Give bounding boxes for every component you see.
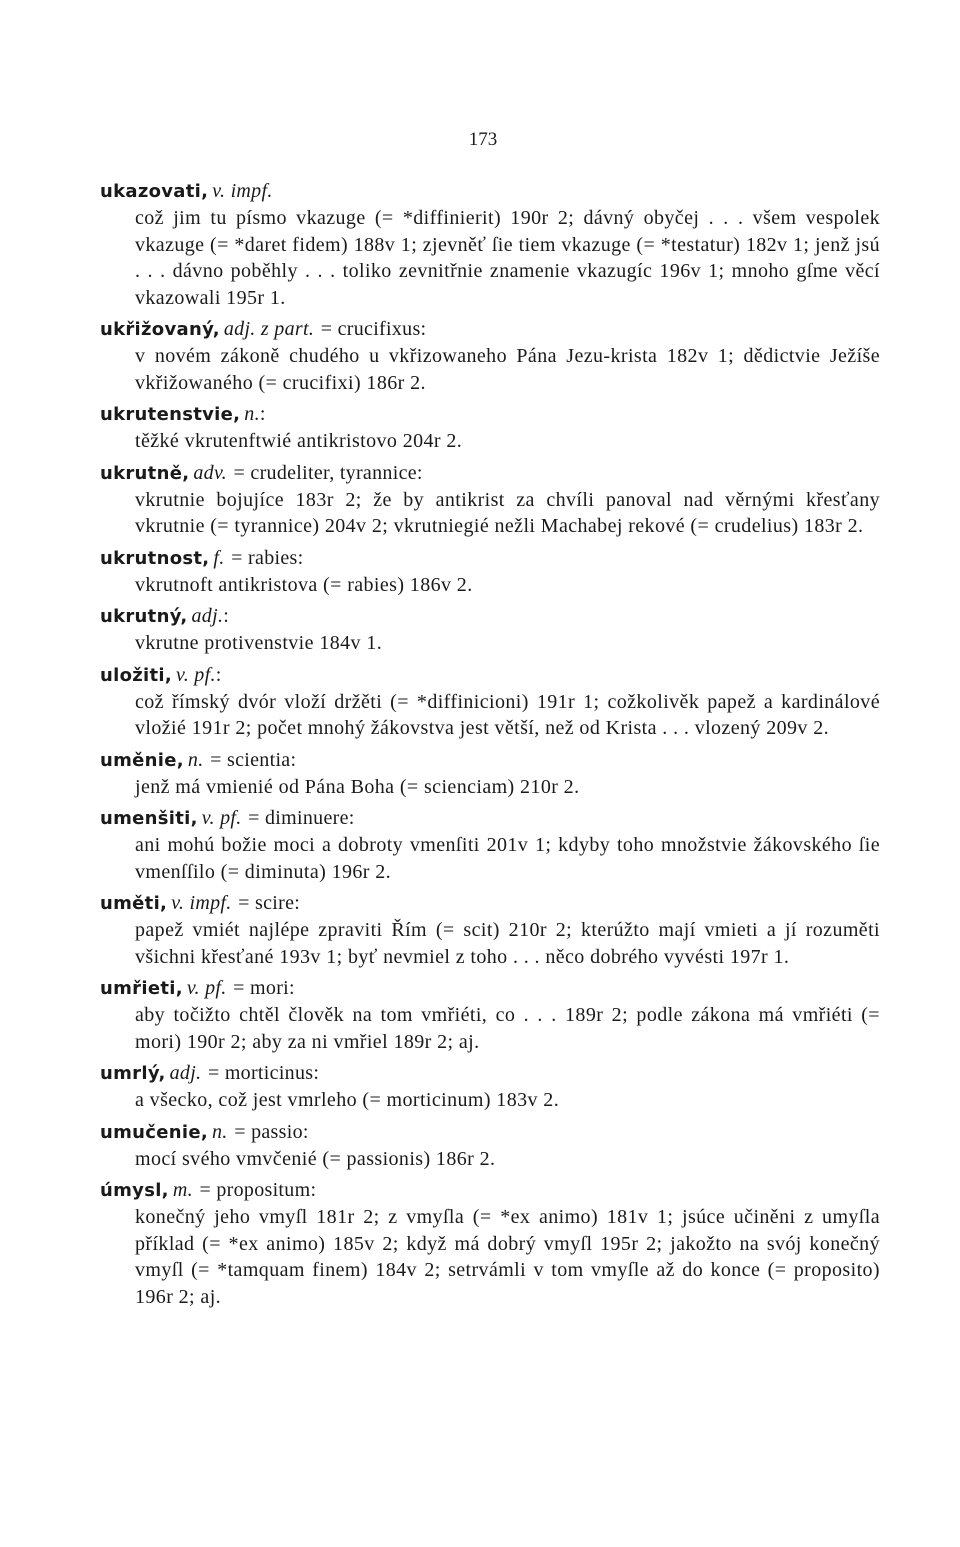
entry-citations: a všecko, což jest vmrleho (= morticinum) 183v 2.: [135, 1089, 560, 1111]
entry-heading: [100, 805, 880, 832]
latin-gloss: = morticinus:: [207, 1062, 320, 1084]
dictionary-entry: [100, 401, 880, 455]
entry-heading: [100, 401, 880, 428]
entry-heading: [100, 178, 880, 205]
grammar-label: adv.: [193, 461, 227, 484]
dictionary-entry: [100, 316, 880, 396]
grammar-label: adj.: [191, 605, 224, 627]
entry-citations: v novém zákoně chudého u vkřizowaneho Pána Jezu-krista 182v 1; dědictvie Ježíše vkřižowaného (= crucifixi) 186r 2.: [135, 345, 880, 394]
headword: ukazovati,: [100, 181, 209, 202]
grammar-label: n.: [187, 748, 204, 771]
entry-heading: [100, 603, 880, 630]
dictionary-entry: [100, 1060, 880, 1114]
latin-gloss: :: [215, 663, 222, 686]
entry-citations: což římský dvór vloží držěti (= *diffinicioni) 191r 1; cožkolivěk papež a kardinálové vložié 191r 2; počet mnohý žákovstva jest větší, než od Krista . . . vlozený 209v 2.: [135, 690, 880, 739]
latin-gloss: :: [259, 403, 266, 425]
latin-gloss: = propositum:: [199, 1179, 317, 1201]
latin-gloss: = crucifixus:: [320, 318, 427, 340]
entry-heading: [100, 1119, 880, 1146]
grammar-label: adj.: [169, 1062, 202, 1084]
grammar-label: v. pf.: [186, 977, 227, 999]
dictionary-entry: [100, 662, 880, 742]
grammar-label: adj. z part.: [223, 318, 315, 340]
entry-heading: [100, 662, 880, 689]
dictionary-entry: [100, 178, 880, 311]
dictionary-entry: [100, 603, 880, 657]
dictionary-entry: [100, 460, 880, 540]
entry-citations: jenž má vmienié od Pána Boha (= scienciam) 210r 2.: [135, 775, 580, 798]
entry-heading: [100, 1177, 880, 1204]
dictionary-entry: [100, 545, 880, 599]
dictionary-entry: [100, 747, 880, 801]
headword: ukrutný,: [100, 606, 188, 627]
dictionary-entry: [100, 890, 880, 970]
entry-heading: [100, 545, 880, 572]
dictionary-entry: [100, 1119, 880, 1173]
latin-gloss: = rabies:: [231, 546, 304, 569]
grammar-label: v. impf.: [212, 180, 273, 202]
headword: uměti,: [100, 893, 168, 914]
entry-citations: konečný jeho vmyſl 181r 2; z vmyſla (= *ex animo) 181v 1; jsúce učiněni z umyſla příklad (= *ex animo) 185v 2; když má dobrý vmyſl 195r 2; jakožto na svój konečný vmyſl (= *tamquam finem) 184v 2; setrvámli v tom vmyſle až do konce (= proposito) 196r 2; aj.: [135, 1206, 880, 1308]
grammar-label: n.: [244, 403, 260, 425]
headword: ukřižovaný,: [100, 319, 220, 340]
headword: ukrutenstvie,: [100, 404, 241, 425]
page-number: 173: [468, 129, 498, 150]
grammar-label: m.: [172, 1179, 193, 1201]
entry-heading: [100, 890, 880, 917]
headword: ukrutně,: [100, 462, 190, 484]
entry-heading: [100, 460, 880, 487]
grammar-label: v. pf.: [201, 807, 242, 829]
latin-gloss: :: [223, 605, 230, 627]
latin-gloss: = diminuere:: [248, 807, 355, 829]
grammar-label: v. impf.: [171, 892, 232, 914]
entry-citations: vkrutne protivenstvie 184v 1.: [135, 632, 383, 654]
entry-citations: aby točižto chtěl člověk na tom vmřiéti, co . . . 189r 2; podle zákona má vmřiéti (= mori) 190r 2; aby za ni vmřiel 189r 2; aj.: [135, 1004, 880, 1053]
entry-citations: mocí svého vmvčenié (= passionis) 186r 2.: [135, 1147, 496, 1170]
entry-citations: ani mohú božie moci a dobroty vmenſiti 201v 1; kdyby toho množstvie žákovského ſie vmenſſilo (= diminuta) 196r 2.: [135, 834, 880, 883]
entry-citations: vkrutnoft antikristova (= rabies) 186v 2.: [135, 573, 473, 596]
entry-heading: [100, 316, 880, 343]
entry-heading: [100, 975, 880, 1002]
latin-gloss: = mori:: [233, 977, 295, 999]
latin-gloss: = scire:: [238, 892, 301, 914]
dictionary-entries: [100, 178, 880, 1315]
entry-citations: těžké vkrutenftwié antikristovo 204r 2.: [135, 430, 463, 452]
headword: umenšiti,: [100, 808, 198, 829]
entry-heading: [100, 1060, 880, 1087]
headword: umučenie,: [100, 1121, 208, 1143]
headword: uměnie,: [100, 749, 184, 771]
dictionary-entry: [100, 975, 880, 1055]
headword: umrlý,: [100, 1063, 166, 1084]
headword: umřieti,: [100, 978, 183, 999]
grammar-label: f.: [213, 546, 225, 569]
headword: úmysl,: [100, 1180, 169, 1201]
dictionary-entry: [100, 805, 880, 885]
headword: ukrutnost,: [100, 547, 210, 569]
entry-heading: [100, 747, 880, 774]
dictionary-entry: [100, 1177, 880, 1310]
latin-gloss: = passio:: [234, 1120, 309, 1143]
grammar-label: n.: [212, 1120, 228, 1143]
headword: uložiti,: [100, 664, 173, 686]
entry-citations: vkrutnie bojujíce 183r 2; že by antikrist za chvíli panoval nad věrnými křesťany vkrutnie (= tyrannice) 204v 2; vkrutniegié nežli Machabej rekové (= crudelius) 183r 2.: [135, 488, 880, 537]
latin-gloss: = scientia:: [210, 748, 297, 771]
entry-citations: což jim tu písmo vkazuge (= *diffinierit) 190r 2; dávný obyčej . . . všem vespolek vkazuge (= *daret fidem) 188v 1; zjevněť ſie tiem vkazuge (= *testatur) 182v 1; jenž jsú . . . dávno poběhly . . . toliko zevnitřnie znamenie vkazugíc 196v 1; mnoho gſme věcí vkazowali 195r 1.: [135, 207, 880, 309]
entry-citations: papež vmiét najlépe zpraviti Řím (= scit) 210r 2; kterúžto mají vmieti a jí rozuměti všichni křesťané 193v 1; byť nevmiel z toho . . . něco dobrého vyvésti 197r 1.: [135, 919, 880, 968]
latin-gloss: = crudeliter, tyrannice:: [233, 461, 423, 484]
grammar-label: v. pf.: [176, 663, 216, 686]
